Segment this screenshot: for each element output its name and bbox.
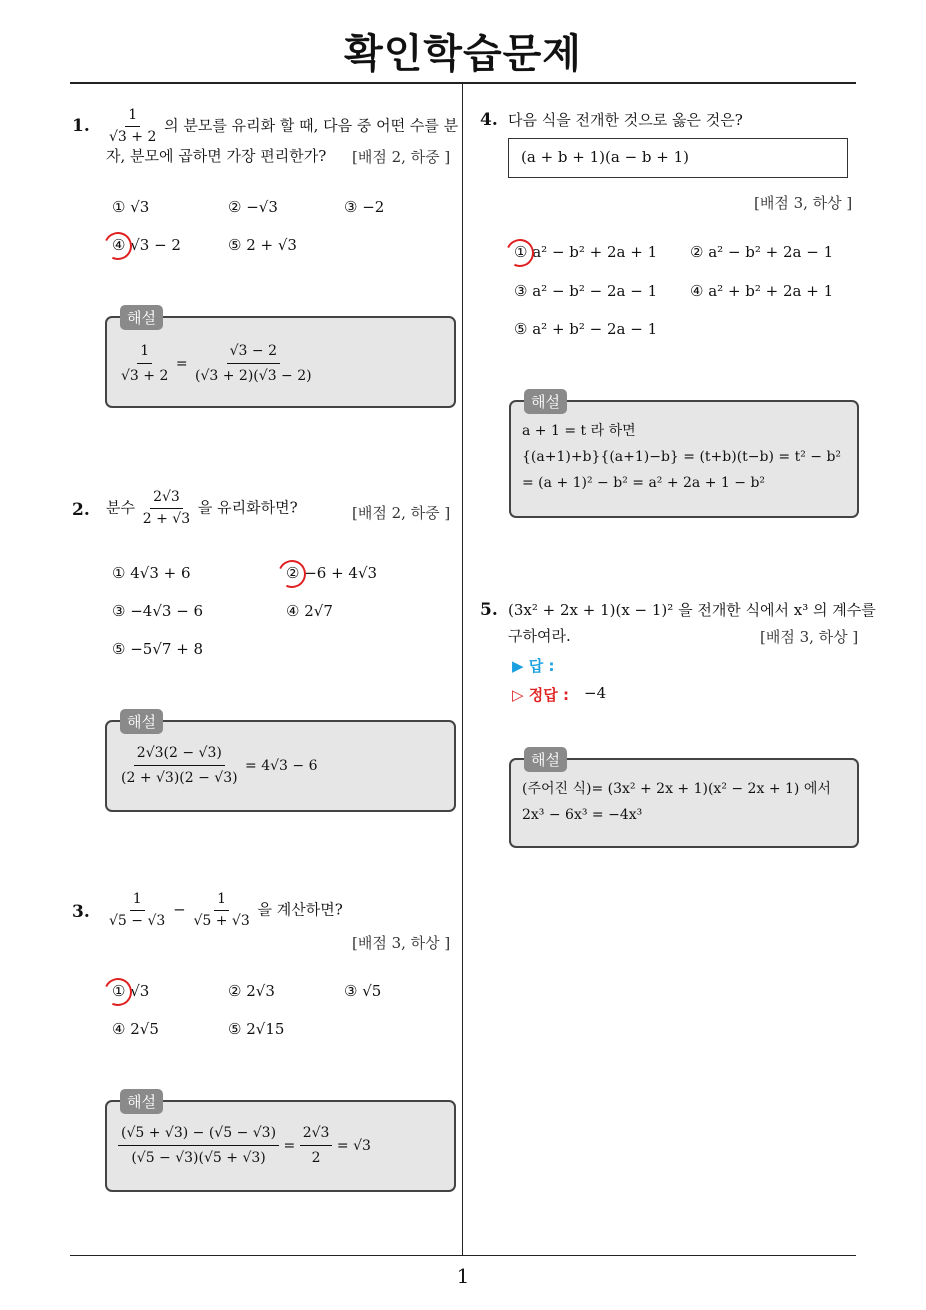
- score-meta: [배점 3, 하상 ]: [352, 934, 451, 952]
- fraction-numerator: 1: [137, 340, 152, 364]
- option-1[interactable]: ① 4√3 + 6: [112, 564, 191, 582]
- bottom-rule: [70, 1255, 856, 1256]
- option-2[interactable]: ② 2√3: [228, 982, 275, 1000]
- solution-line: {(a+1)+b}{(a+1)−b} = (t+b)(t−b) = t² − b²: [522, 449, 842, 465]
- solution-result: = 4√3 − 6: [245, 757, 318, 774]
- top-rule: [70, 82, 856, 84]
- solution-expression: $\frac{(√5 + √3) - (√5 - √3)}{(√5 - √3)(√5 + √3)}$ = $\frac{2√3}{2}$ = √3: [118, 1122, 371, 1170]
- correct-answer-label: ▷ 정답 :: [512, 686, 569, 704]
- option-5[interactable]: ⑤ 2 + √3: [228, 236, 297, 254]
- fraction-numerator: 2√3(2 − √3): [134, 742, 225, 766]
- question-number: 4.: [480, 110, 498, 130]
- question-2-stem: [106, 488, 298, 529]
- fraction-numerator: 2√3: [300, 1122, 333, 1146]
- solution-tag: 해설: [524, 747, 567, 772]
- fraction-denominator: (√3 + 2)(√3 − 2): [195, 368, 312, 385]
- question-number: 5.: [480, 600, 498, 620]
- solution-expression: $\frac{1}{√3 + 2}$ = $\frac{√3 - 2}{(√3 + 2)(√3 - 2)}$: [118, 340, 315, 388]
- question-text: (3x² + 2x + 1)(x − 1)² 을 전개한 식에서 x³ 의 계수를: [508, 601, 876, 619]
- option-5[interactable]: ⑤ 2√15: [228, 1020, 285, 1038]
- question-text: 의 분모를 유리화 할 때, 다음 중 어떤 수를 분: [164, 116, 459, 135]
- fraction-denominator: √3 + 2: [109, 128, 157, 145]
- option-5[interactable]: ⑤ a² + b² − 2a − 1: [514, 320, 658, 338]
- question-text: 구하여라.: [508, 627, 571, 645]
- score-meta: [배점 2, 하중 ]: [352, 504, 451, 522]
- question-number: 1.: [72, 116, 90, 136]
- fraction-denominator: (√5 − √3)(√5 + √3): [131, 1150, 266, 1167]
- score-meta: [배점 3, 하상 ]: [760, 628, 859, 646]
- answer-mark-icon: [100, 974, 136, 1010]
- fraction: [106, 106, 159, 147]
- answer-label: ▶ 답 :: [512, 657, 555, 675]
- fraction-numerator: √3 − 2: [227, 340, 280, 364]
- option-2[interactable]: ② −√3: [228, 198, 278, 216]
- option-4[interactable]: ④ 2√7: [286, 602, 333, 620]
- fraction-denominator: √5 + √3: [193, 912, 250, 929]
- page-number: 1: [456, 1264, 470, 1288]
- solution-result: = √3: [336, 1137, 371, 1154]
- question-text: 을 계산하면?: [257, 900, 343, 919]
- fraction-numerator: 1: [214, 890, 229, 911]
- solution-line: (주어진 식)= (3x² + 2x + 1)(x² − 2x + 1) 에서: [522, 781, 831, 797]
- answer-mark-icon: [100, 228, 136, 264]
- option-5[interactable]: ⑤ −5√7 + 8: [112, 640, 204, 658]
- fraction-denominator: √5 − √3: [109, 912, 166, 929]
- fraction-denominator: √3 + 2: [121, 368, 169, 385]
- operator: −: [173, 900, 186, 919]
- solution-tag: 해설: [120, 305, 163, 330]
- solution-expression: [118, 742, 318, 790]
- expression-box: (a + b + 1)(a − b + 1): [508, 138, 848, 178]
- solution-tag: 해설: [120, 709, 163, 734]
- option-3[interactable]: ③ √5: [344, 982, 382, 1000]
- fraction-numerator: (√5 + √3) − (√5 − √3): [118, 1122, 279, 1146]
- question-3-stem: [106, 890, 343, 931]
- solution-line: 2x³ − 6x³ = −4x³: [522, 807, 643, 823]
- solution-line: = (a + 1)² − b² = a² + 2a + 1 − b²: [522, 475, 766, 491]
- option-4[interactable]: ④ a² + b² + 2a + 1: [690, 282, 834, 300]
- page-title: 확인학습문제: [344, 31, 582, 77]
- option-2[interactable]: ② a² − b² + 2a − 1: [690, 243, 834, 261]
- answer-mark-icon: [502, 235, 538, 271]
- question-1-stem: [106, 106, 458, 147]
- option-1[interactable]: ① √3: [112, 198, 150, 216]
- fraction-denominator: (2 + √3)(2 − √3): [121, 770, 238, 787]
- correct-answer-value: −4: [584, 684, 607, 702]
- option-4[interactable]: ④ √3 − 2: [112, 236, 181, 254]
- score-meta: [배점 3, 하상 ]: [754, 194, 853, 212]
- option-2[interactable]: ② −6 + 4√3: [286, 564, 378, 582]
- option-3[interactable]: ③ −4√3 − 6: [112, 602, 204, 620]
- option-3[interactable]: ③ a² − b² − 2a − 1: [514, 282, 658, 300]
- question-text: 을 유리화하면?: [197, 498, 298, 517]
- question-text: 자, 분모에 곱하면 가장 편리한가?: [106, 147, 327, 165]
- solution-line: a + 1 = t 라 하면: [522, 423, 636, 439]
- question-text: 다음 식을 전개한 것으로 옳은 것은?: [508, 111, 743, 129]
- fraction-denominator: 2: [311, 1150, 321, 1167]
- fraction-numerator: 1: [130, 890, 145, 911]
- option-1[interactable]: ① a² − b² + 2a + 1: [514, 243, 658, 261]
- column-divider: [462, 83, 463, 1256]
- option-4[interactable]: ④ 2√5: [112, 1020, 159, 1038]
- solution-tag: 해설: [524, 389, 567, 414]
- solution-tag: 해설: [120, 1089, 163, 1114]
- question-number: 2.: [72, 500, 90, 520]
- fraction-numerator: 2√3: [150, 488, 183, 509]
- fraction-denominator: 2 + √3: [142, 510, 191, 527]
- option-1[interactable]: ① √3: [112, 982, 150, 1000]
- answer-mark-icon: [274, 556, 310, 592]
- question-text: 분수: [106, 498, 135, 517]
- option-3[interactable]: ③ −2: [344, 198, 385, 216]
- fraction-numerator: 1: [125, 106, 140, 127]
- question-number: 3.: [72, 902, 90, 922]
- score-meta: [배점 2, 하중 ]: [352, 148, 451, 166]
